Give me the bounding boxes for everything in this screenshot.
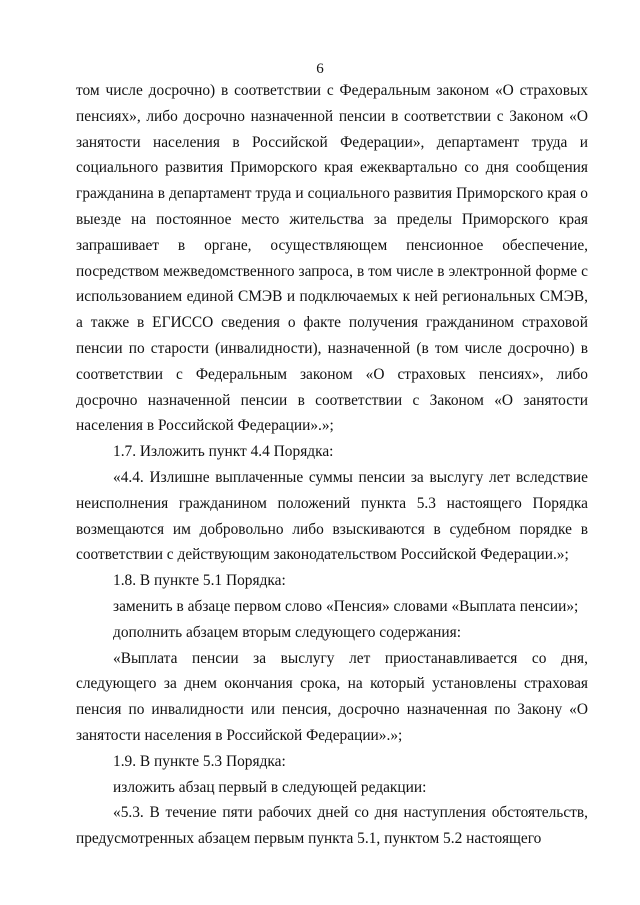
paragraph-item-1-8: 1.8. В пункте 5.1 Порядка: [113, 572, 286, 590]
paragraph-item-1-7: 1.7. Изложить пункт 4.4 Порядка: [113, 443, 334, 461]
paragraph-quote-suspension: «Выплата пенсии за выслугу лет приостанавливается со дня, следующего за днем окончания срока, на который установлены страховая пенсия по инвалидности или пенсия, досрочно назначенная по Закону «О занятости населения в Российской Федерации».»; [76, 649, 588, 744]
paragraph-item-1-9: 1.9. В пункте 5.3 Порядка: [113, 752, 286, 770]
paragraph-replace-word: заменить в абзаце первом слово «Пенсия» словами «Выплата пенсии»; [113, 597, 579, 615]
document-body [76, 78, 588, 852]
paragraph-add-second: дополнить абзацем вторым следующего содержания: [113, 623, 462, 641]
paragraph-continuation: том числе досрочно) в соответствии с Федеральным законом «О страховых пенсиях», либо досрочно назначенной пенсии в соответствии с Законом «О занятости населения в Российской Федерации», департамент труда и социального развития Приморского края ежеквартально со дня сообщения гражданина в департамент труда и социального развития Приморского края о выезде на постоянное место жительства за пределы Приморского края запрашивает в органе, осуществляющем пенсионное обеспечение, посредством межведомственного запроса, в том числе в электронной форме с использованием единой СМЭВ и подключаемых к ней региональных СМЭВ, а также в ЕГИССО сведения о факте получения гражданином страховой пенсии по старости (инвалидности), назначенной (в том числе досрочно) в соответствии с Федеральным законом «О страховых пенсиях», либо досрочно назначенной пенсии в соответствии с Законом «О занятости населения в Российской Федерации».»; [76, 82, 588, 435]
paragraph-quote-4-4: «4.4. Излишне выплаченные суммы пенсии за выслугу лет вследствие неисполнения гражданином положений пункта 5.3 настоящего Порядка возмещаются им добровольно либо взыскиваются в судебном порядке в соответствии с действующим законодательством Российской Федерации.»; [76, 468, 588, 564]
page-number: 6 [316, 61, 324, 77]
paragraph-restate-first: изложить абзац первый в следующей редакции: [113, 778, 427, 796]
paragraph-quote-5-3: «5.3. В течение пяти рабочих дней со дня наступления обстоятельств, предусмотренных абзацем первым пункта 5.1, пунктом 5.2 настоящего [76, 804, 588, 848]
